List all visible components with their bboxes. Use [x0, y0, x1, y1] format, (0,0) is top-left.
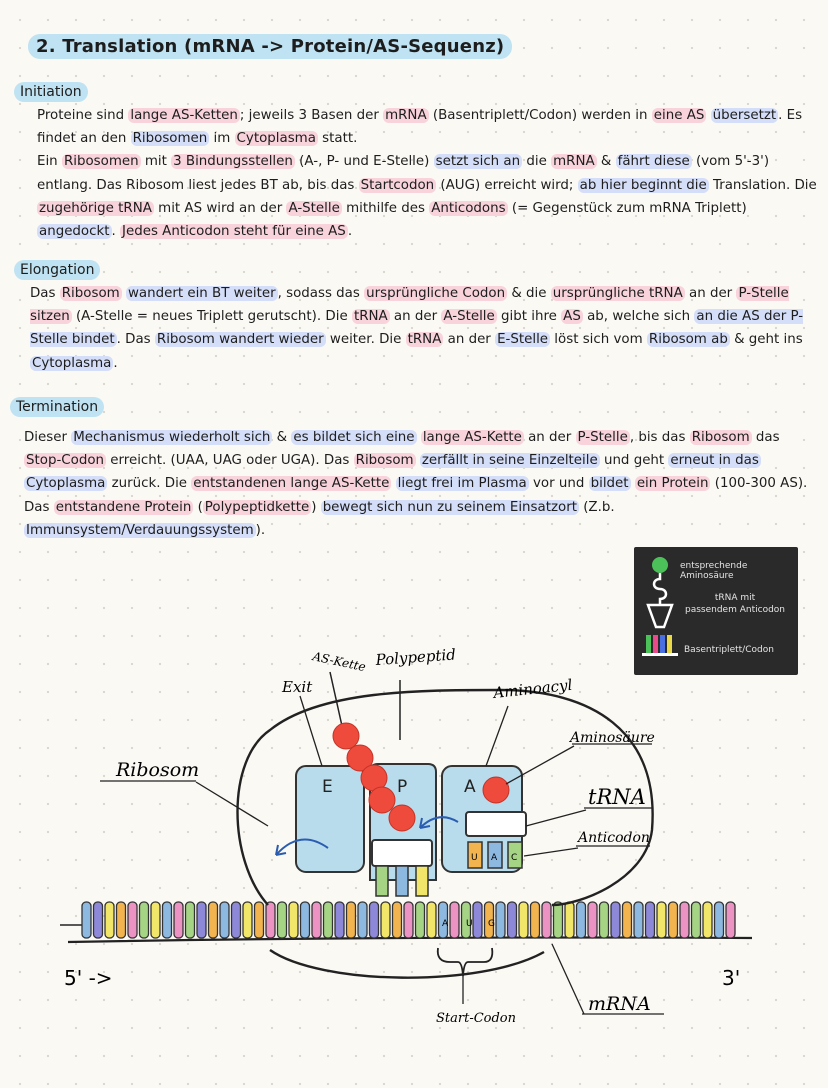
- mrna-base: [600, 902, 609, 938]
- mrna-base: [255, 902, 264, 938]
- mrna-pointer: [552, 944, 584, 1014]
- mrna-base: [531, 902, 540, 938]
- five-prime-label: 5' ->: [64, 966, 113, 990]
- amino-acid-4: [369, 787, 395, 813]
- mrna-base: [577, 902, 586, 938]
- p-site-anticodon-base-1: [376, 866, 388, 896]
- mrna-base: [151, 902, 160, 938]
- mrna-base: [335, 902, 344, 938]
- aminosaeure-label: Aminosäure: [570, 730, 655, 746]
- mrna-base: [565, 902, 574, 938]
- amino-acid-a-site: [483, 777, 509, 803]
- ribosome-lower-outline: [270, 950, 544, 978]
- codon-base-label-1: A: [442, 919, 449, 929]
- mrna-base: [726, 902, 735, 938]
- termination-paragraph-1: Dieser Mechanismus wiederholt sich & es bildet sich eine lange AS-Kette an der P-Stelle , bis das Ribosom das Stop-Codon erreicht. (UAA, UAG oder UGA). Das Ribosom zerfällt in seine Einzelteile und geht erneut in das Cytoplasma zurück. Die entstandenen lange AS-Kette liegt frei im Plasma vor und bildet ein Protein (100-300 AS). Das entstandene Protein ( Polypeptidkette ) bewegt sich nun zu seinem Einsatzort (Z.b. Immunsystem/Verdauungssystem ).: [24, 430, 808, 538]
- mrna-bases: [82, 902, 735, 938]
- mrna-base: [209, 902, 218, 938]
- mrna-base: [669, 902, 678, 938]
- exit-label: Exit: [282, 678, 313, 696]
- page-title: 2. Translation (mRNA -> Protein/AS-Sequenz): [28, 34, 512, 59]
- mrna-base: [427, 902, 436, 938]
- as-kette-label: AS-Kette: [311, 649, 367, 675]
- mrna-label: mRNA: [588, 993, 651, 1015]
- mrna-base: [232, 902, 241, 938]
- p-site-anticodon-base-2: [396, 866, 408, 896]
- legend-amino-acid-label: entsprechende Aminosäure: [680, 561, 748, 581]
- section-label-termination: Termination: [10, 397, 104, 417]
- initiation-paragraph-2: Ein Ribosomen mit 3 Bindungsstellen (A-, P- und E-Stelle) setzt sich an die mRNA & fährt diese (vom 5'-3') entlang. Das Ribosom liest jedes BT ab, bis das Startcodon (AUG) erreicht wird; ab hier beginnt die Translation. Die zugehörige tRNA mit AS wird an der A-Stelle mithilfe des Anticodons (= Gegenstück zum mRNA Triplett) angedockt . Jedes Anticodon steht für eine AS .: [37, 154, 817, 240]
- anticodon-base-label-1: U: [471, 853, 478, 863]
- mrna-base: [703, 902, 712, 938]
- mrna-base: [347, 902, 356, 938]
- amino-acid-5: [389, 805, 415, 831]
- ribosom-label: Ribosom: [116, 759, 200, 781]
- anticodon-base-label-3: C: [511, 853, 518, 863]
- section-label-initiation: Initiation: [14, 82, 88, 102]
- anticodon-base-label-2: A: [491, 853, 498, 863]
- mrna-base: [278, 902, 287, 938]
- mrna-base: [542, 902, 551, 938]
- aminosaeure-pointer: [506, 746, 574, 784]
- mrna-base: [588, 902, 597, 938]
- mrna-base: [508, 902, 517, 938]
- mrna-base: [554, 902, 563, 938]
- mrna-base: [358, 902, 367, 938]
- mrna-base: [657, 902, 666, 938]
- mrna-base: [94, 902, 103, 938]
- anticodon-label: Anticodon: [578, 830, 650, 846]
- mrna-base: [623, 902, 632, 938]
- mrna-base: [128, 902, 137, 938]
- mrna-base: [82, 902, 91, 938]
- a-site-trna: [466, 812, 526, 836]
- elongation-paragraph-1: Das Ribosom wandert ein BT weiter , sodass das ursprüngliche Codon & die ursprüngliche tRNA an der P-Stelle sitzen (A-Stelle = neues Triplett gerutscht). Die tRNA an der A-Stelle gibt ihre AS ab, welche sich an die AS der P-Stelle bindet . Das Ribosom wandert wieder weiter. Die tRNA an der E-Stelle löst sich vom Ribosom ab & geht ins Cytoplasma .: [30, 286, 804, 371]
- amino-acid-1: [333, 723, 359, 749]
- mrna-base: [450, 902, 459, 938]
- mrna-base: [186, 902, 195, 938]
- mrna-base: [416, 902, 425, 938]
- legend-trna-label-1: tRNA mit: [714, 593, 756, 603]
- mrna-base: [324, 902, 333, 938]
- mrna-base: [174, 902, 183, 938]
- mrna-base: [117, 902, 126, 938]
- p-site-anticodon-base-3: [416, 866, 428, 896]
- anticodon-pointer: [524, 848, 578, 856]
- aminoacyl-label: Aminoacyl: [492, 675, 574, 702]
- mrna-base: [312, 902, 321, 938]
- mrna-base: [243, 902, 252, 938]
- legend-codon-label: Basentriplett/Codon: [684, 645, 774, 655]
- mrna-base: [496, 902, 505, 938]
- mrna-base: [519, 902, 528, 938]
- start-codon-label: Start-Codon: [436, 1011, 517, 1026]
- initiation-paragraph-1: Proteine sind lange AS-Ketten ; jeweils 3 Basen der mRNA (Basentriplett/Codon) werden in eine AS übersetzt . Es findet an den Ribosomen im Cytoplasma statt.: [37, 108, 803, 147]
- trna-label: tRNA: [588, 785, 646, 809]
- three-prime-label: 3': [722, 966, 741, 990]
- section-label-elongation: Elongation: [14, 260, 100, 280]
- polypeptid-label: Polypeptid: [375, 645, 457, 669]
- mrna-base: [163, 902, 172, 938]
- codon-base-label-3: G: [488, 919, 495, 929]
- ribosom-pointer: [196, 782, 268, 826]
- site-a-label: A: [464, 777, 476, 797]
- mrna-base: [266, 902, 275, 938]
- mrna-base: [289, 902, 298, 938]
- p-site-trna: [372, 840, 432, 866]
- mrna-base: [370, 902, 379, 938]
- mrna-base: [473, 902, 482, 938]
- mrna-base: [611, 902, 620, 938]
- mrna-base: [692, 902, 701, 938]
- site-e-label: E: [322, 777, 333, 797]
- trna-pointer: [526, 810, 586, 826]
- mrna-base: [381, 902, 390, 938]
- aminoacyl-pointer: [486, 706, 508, 766]
- mrna-base: [140, 902, 149, 938]
- mrna-base: [404, 902, 413, 938]
- mrna-base: [715, 902, 724, 938]
- legend-trna-label-2: passendem Anticodon: [685, 605, 785, 615]
- mrna-base: [634, 902, 643, 938]
- site-p-label: P: [397, 777, 408, 797]
- mrna-base: [680, 902, 689, 938]
- mrna-base: [105, 902, 114, 938]
- mrna-base: [197, 902, 206, 938]
- mrna-base: [646, 902, 655, 938]
- codon-base-label-2: U: [466, 919, 473, 929]
- mrna-base: [220, 902, 229, 938]
- mrna-base: [393, 902, 402, 938]
- mrna-base: [301, 902, 310, 938]
